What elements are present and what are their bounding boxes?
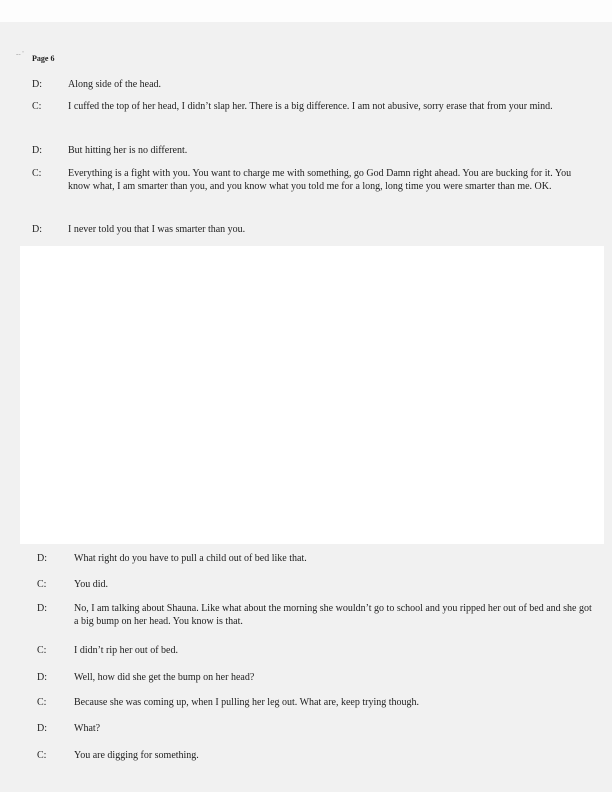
scan-mark: -- ' [16, 50, 24, 58]
speaker-label: D: [37, 603, 47, 614]
dialogue-text: What? [74, 723, 101, 734]
dialogue-text: You are digging for something. [74, 750, 199, 761]
dialogue-text: But hitting her is no different. [68, 145, 188, 156]
speaker-label: D: [32, 79, 42, 90]
speaker-label: C: [37, 750, 47, 761]
speaker-label: C: [32, 168, 42, 179]
speaker-label: D: [37, 553, 47, 564]
speaker-label: D: [32, 224, 42, 235]
page-top-edge [0, 0, 612, 22]
dialogue-text: I cuffed the top of her head, I didn’t slap her. There is a big difference. I am not abusive, sorry erase that from your mind. [68, 101, 553, 112]
speaker-label: C: [37, 697, 47, 708]
dialogue-text: Along side of the head. [68, 79, 162, 90]
redacted-region [20, 246, 604, 544]
speaker-label: D: [32, 145, 42, 156]
speaker-label: D: [37, 672, 47, 683]
speaker-label: D: [37, 723, 47, 734]
dialogue-text: What right do you have to pull a child out of bed like that. [74, 553, 307, 564]
dialogue-text: Because she was coming up, when I pulling her leg out. What are, keep trying though. [74, 697, 420, 708]
dialogue-text: I never told you that I was smarter than you. [68, 224, 246, 235]
dialogue-text: Everything is a fight with you. You want to charge me with something, go God Damn right ahead. You are bucking for it. You know what, I am smarter than you, and you know what you told me for a long, long time you were smarter than me. OK. [68, 168, 572, 192]
speaker-label: C: [37, 579, 47, 590]
page-number: Page 6 [32, 54, 55, 63]
dialogue-text: I didn’t rip her out of bed. [74, 645, 178, 656]
speaker-label: C: [37, 645, 47, 656]
dialogue-text: No, I am talking about Shauna. Like what about the morning she wouldn’t go to school and you ripped her out of bed and she got a big bump on her head. You know is that. [74, 603, 592, 627]
speaker-label: C: [32, 101, 42, 112]
dialogue-text: Well, how did she get the bump on her head? [74, 672, 255, 683]
dialogue-text: You did. [74, 579, 108, 590]
